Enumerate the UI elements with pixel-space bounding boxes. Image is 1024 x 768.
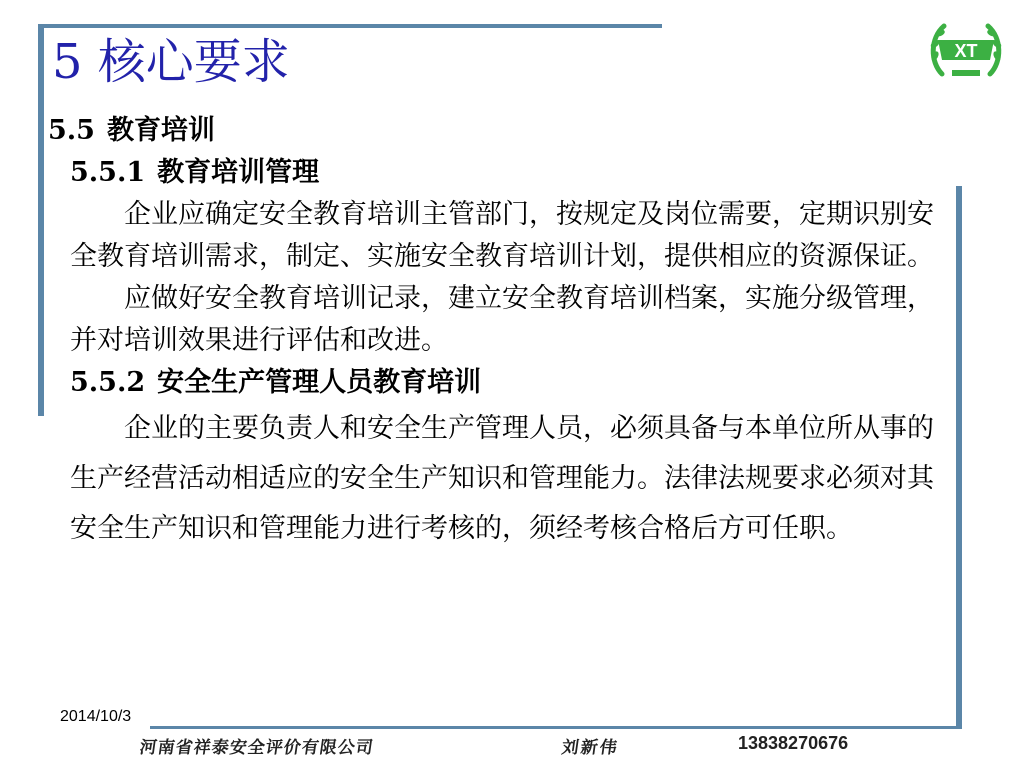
paragraph [48, 278, 958, 362]
subsection-heading-1 [48, 152, 958, 194]
subsection-title: 教育培训管理 [157, 157, 320, 188]
frame-top-bar [38, 24, 662, 28]
subsection-title: 安全生产管理人员教育培训 [157, 367, 482, 398]
footer-author-name: 刘新伟 [560, 738, 621, 758]
footer-company-name: 河南省祥泰安全评价有限公司 [138, 738, 376, 758]
section-title: 教育培训 [106, 115, 215, 146]
footer-phone-number: 13838270676 [738, 733, 849, 753]
slide-content [48, 110, 958, 554]
frame-bottom-bar [150, 726, 962, 729]
paragraph-rest: 施分级管理，并对培训效果进行评估和改进。 [70, 283, 934, 356]
paragraph-first-line: 企业应确定安全教育培训主管部门，按规定及岗位需要， [124, 199, 799, 230]
company-logo [926, 16, 1006, 86]
slide-title: 5 核心要求 [52, 34, 290, 90]
paragraph [48, 194, 958, 278]
subsection-number: 5.5.2 [70, 367, 146, 398]
paragraph-rest: 单位所从事的生产经营活动相适应的安全生产知识和管理能力。法律法规要求必须对其安全生产知识和管理能力进行考核的，须经考核合格后方可任职。 [70, 413, 934, 544]
section-number: 5.5 [48, 115, 95, 146]
paragraph-rest: 定期识别安全教育培训需求，制定、实施安全教育培训计划，提供相应的资源保证。 [70, 199, 934, 272]
frame-left-bar [38, 24, 44, 416]
slide-date: 2014/10/3 [60, 708, 132, 725]
subsection-number: 5.5.1 [70, 157, 146, 188]
section-heading [48, 110, 958, 152]
paragraph [48, 404, 958, 554]
paragraph-first-line: 应做好安全教育培训记录，建立安全教育培训档案，实 [124, 283, 772, 314]
logo-text: XT [954, 41, 978, 61]
paragraph-first-line: 企业的主要负责人和安全生产管理人员，必须具备与本 [124, 413, 772, 444]
subsection-heading-2 [48, 362, 958, 404]
